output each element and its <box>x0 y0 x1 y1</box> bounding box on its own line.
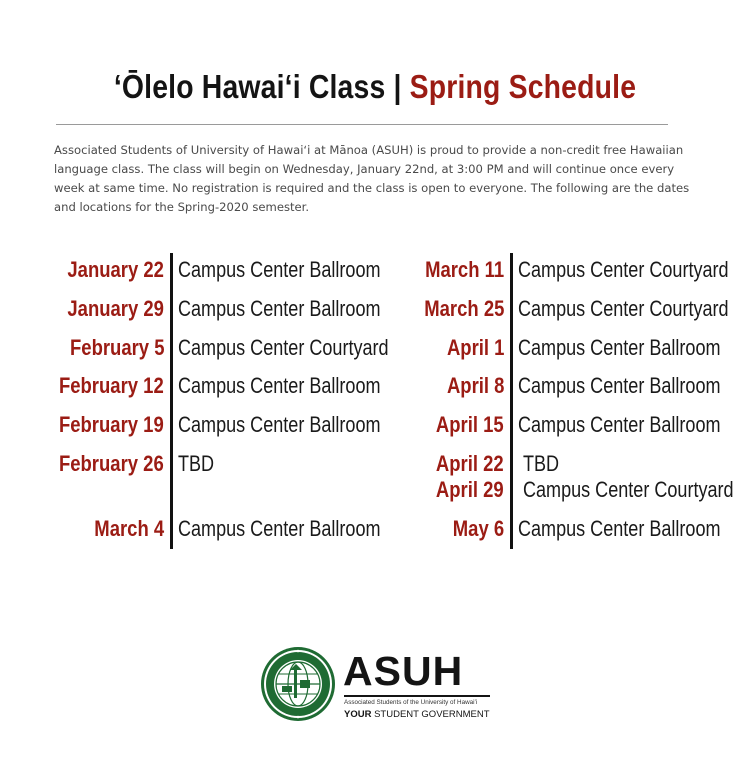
schedule-location: Campus Center Ballroom <box>178 373 381 398</box>
schedule-row <box>0 294 750 324</box>
title-divider <box>56 124 668 125</box>
schedule-location: Campus Center Courtyard <box>518 257 729 282</box>
logo-wordmark: ASUH <box>343 648 464 694</box>
schedule-date: February 5 <box>69 335 164 360</box>
schedule-date: February 12 <box>59 373 164 398</box>
schedule-location: Campus Center Ballroom <box>518 516 721 541</box>
schedule-date: March 25 <box>423 296 504 321</box>
schedule-location: Campus Center Courtyard <box>178 335 389 360</box>
schedule-date: April 8 <box>446 373 504 398</box>
schedule-date: May 6 <box>452 516 504 541</box>
schedule-row <box>0 410 750 440</box>
schedule-row <box>0 514 750 544</box>
schedule-date: April 29 <box>436 477 504 502</box>
intro-paragraph: Associated Students of University of Hawaiʻi at Mānoa (ASUH) is proud to provide a non-credit free Hawaiian language class. The class will begin on Wednesday, January 22nd, at 3:00 PM and will continue once every week at same time. No registration is required and the class is open to everyone. The following are the dates and locations for the Spring-2020 semester. <box>54 143 690 214</box>
asuh-seal-icon <box>260 646 336 722</box>
logo-tagline-bold: YOUR <box>344 709 372 720</box>
schedule-date: April 15 <box>436 412 504 437</box>
schedule-date: April 22 <box>436 451 504 476</box>
schedule-location: Campus Center Ballroom <box>518 412 721 437</box>
schedule-location: TBD <box>178 451 215 476</box>
title-spring-schedule: Spring Schedule <box>409 68 637 105</box>
schedule-location: Campus Center Ballroom <box>518 373 721 398</box>
schedule-row <box>0 255 750 285</box>
schedule-location: TBD <box>523 451 560 476</box>
schedule-location: Campus Center Ballroom <box>178 257 381 282</box>
schedule-location: Campus Center Courtyard <box>523 477 734 502</box>
logo-tagline-rest: STUDENT GOVERNMENT <box>371 709 490 720</box>
schedule-location: Campus Center Ballroom <box>178 516 381 541</box>
logo-tagline <box>344 709 490 720</box>
logo-underline <box>344 695 490 697</box>
schedule-date: April 1 <box>446 335 504 360</box>
schedule-date: January 29 <box>67 296 164 321</box>
schedule-date: March 11 <box>424 257 504 282</box>
schedule-location: Campus Center Ballroom <box>518 335 721 360</box>
schedule-row <box>0 333 750 363</box>
schedule-date: March 4 <box>94 516 164 541</box>
schedule-location: Campus Center Ballroom <box>178 412 381 437</box>
schedule-row <box>0 371 750 401</box>
title-class-name: ʻŌlelo Hawaiʻi Class | <box>113 68 410 105</box>
schedule-date: February 26 <box>59 451 164 476</box>
schedule-date: February 19 <box>59 412 164 437</box>
logo-subtitle: Associated Students of the University of Hawaiʻi <box>344 699 478 706</box>
schedule-location: Campus Center Ballroom <box>178 296 381 321</box>
page-title <box>53 68 698 106</box>
asuh-logo <box>260 646 500 726</box>
schedule-location: Campus Center Courtyard <box>518 296 729 321</box>
schedule-row <box>0 475 750 505</box>
schedule-date: January 22 <box>67 257 164 282</box>
